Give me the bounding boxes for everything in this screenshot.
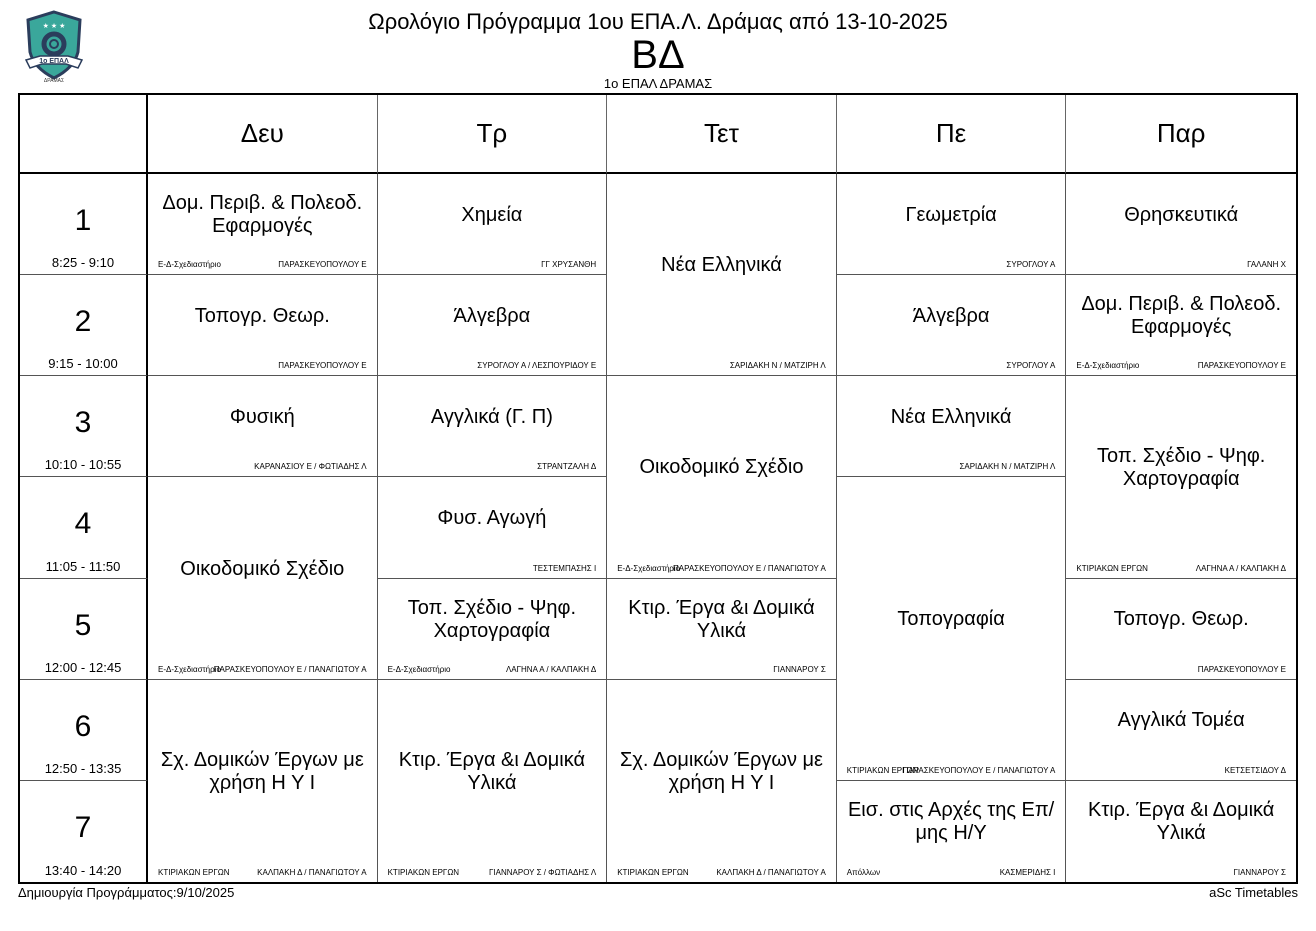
period-number: 3 xyxy=(74,406,92,440)
period-cell xyxy=(20,477,148,578)
period-time: 12:50 - 13:35 xyxy=(44,760,122,776)
lesson-subject: Άλγεβρα xyxy=(453,304,531,327)
lesson-subject: Φυσική xyxy=(229,405,295,428)
lesson-cell[interactable] xyxy=(378,579,608,680)
lesson-cell[interactable] xyxy=(148,376,378,477)
lesson-cell[interactable] xyxy=(1066,781,1296,882)
lesson-teacher: ΓΓ ΧΡΥΣΑΝΘΗ xyxy=(541,260,597,270)
lesson-teacher: ΚΕΤΣΕΤΣΙΔΟΥ Δ xyxy=(1224,765,1286,775)
lesson-subject: Φυσ. Αγωγή xyxy=(437,506,547,529)
lesson-subject: Άλγεβρα xyxy=(912,304,990,327)
lesson-subject: Νέα Ελληνικά xyxy=(661,254,782,277)
period-cell xyxy=(20,275,148,376)
lesson-room: ΚΤΙΡΙΑΚΩΝ ΕΡΓΩΝ xyxy=(1076,563,1148,573)
svg-text:★ ★ ★: ★ ★ ★ xyxy=(42,23,66,30)
lesson-teacher: ΛΑΓΗΝΑ Α / ΚΑΛΠΑΚΗ Δ xyxy=(1195,563,1286,573)
day-header: Τρ xyxy=(378,95,608,174)
lesson-cell[interactable] xyxy=(148,275,378,376)
lesson-teacher: ΣΤΡΑΝΤΖΑΛΗ Δ xyxy=(537,462,597,472)
lesson-cell[interactable] xyxy=(607,376,837,578)
period-cell xyxy=(20,781,148,882)
lesson-subject: Κτιρ. Έργα &ι Δομικά Υλικά xyxy=(1088,799,1275,845)
lesson-teacher: ΓΑΛΑΝΗ Χ xyxy=(1247,260,1286,270)
lesson-subject: Εισ. στις Αρχές της Επ/μης Η/Υ xyxy=(847,799,1055,845)
period-time: 8:25 - 9:10 xyxy=(51,255,115,271)
lesson-subject: Αγγλικά (Γ. Π) xyxy=(430,405,553,428)
lesson-teacher: ΓΙΑΝΝΑΡΟΥ Σ / ΦΩΤΙΑΔΗΣ Λ xyxy=(489,867,597,877)
day-header: Πε xyxy=(837,95,1067,174)
lesson-cell[interactable] xyxy=(837,275,1067,376)
lesson-teacher: ΣΥΡΟΓΛΟΥ Α xyxy=(1006,361,1056,371)
lesson-cell[interactable] xyxy=(1066,174,1296,275)
lesson-subject: Αγγλικά Τομέα xyxy=(1117,709,1245,732)
lesson-cell[interactable] xyxy=(148,680,378,882)
lesson-cell[interactable] xyxy=(1066,376,1296,578)
lesson-cell[interactable] xyxy=(837,477,1067,780)
lesson-subject: Γεωμετρία xyxy=(905,203,997,226)
lesson-teacher: ΣΑΡΙΔΑΚΗ Ν / ΜΑΤΖΙΡΗ Λ xyxy=(729,361,826,371)
lesson-teacher: ΣΥΡΟΓΛΟΥ Α xyxy=(1006,260,1056,270)
period-number: 6 xyxy=(74,709,92,743)
lesson-subject: Τοπογρ. Θεωρ. xyxy=(1113,608,1249,631)
lesson-teacher: ΚΑΣΜΕΡΙΔΗΣ Ι xyxy=(999,867,1056,877)
period-time: 10:10 - 10:55 xyxy=(44,457,122,473)
lesson-cell[interactable] xyxy=(607,174,837,376)
lesson-cell[interactable] xyxy=(837,781,1067,882)
lesson-room: Ε-Δ-Σχεδιαστήριο xyxy=(1076,361,1140,371)
lesson-subject: Τοπ. Σχέδιο - Ψηφ. Χαρτογραφία xyxy=(1096,444,1266,490)
lesson-cell[interactable] xyxy=(607,579,837,680)
lesson-room: Απόλλων xyxy=(846,867,881,877)
lesson-room: Ε-Δ-Σχεδιαστήριο xyxy=(387,664,451,674)
day-header: Δευ xyxy=(148,95,378,174)
lesson-subject: Οικοδομικό Σχέδιο xyxy=(639,456,804,479)
lesson-cell[interactable] xyxy=(1066,275,1296,376)
lesson-subject: Τοπογρ. Θεωρ. xyxy=(194,304,330,327)
day-header: Παρ xyxy=(1066,95,1296,174)
lesson-subject: Χημεία xyxy=(461,203,523,226)
lesson-subject: Δομ. Περιβ. & Πολεοδ. Εφαρμογές xyxy=(162,192,363,238)
lesson-teacher: ΠΑΡΑΣΚΕΥΟΠΟΥΛΟΥ Ε / ΠΑΝΑΓΙΩΤΟΥ Α xyxy=(902,765,1056,775)
lesson-teacher: ΓΙΑΝΝΑΡΟΥ Σ xyxy=(1233,867,1286,877)
lesson-room: Ε-Δ-Σχεδιαστήριο xyxy=(617,563,681,573)
timetable-grid xyxy=(18,93,1298,884)
lesson-teacher: ΠΑΡΑΣΚΕΥΟΠΟΥΛΟΥ Ε / ΠΑΝΑΓΙΩΤΟΥ Α xyxy=(672,563,826,573)
lesson-subject: Κτιρ. Έργα &ι Δομικά Υλικά xyxy=(628,596,815,642)
day-header: Τετ xyxy=(607,95,837,174)
lesson-teacher: ΓΙΑΝΝΑΡΟΥ Σ xyxy=(773,664,826,674)
school-name: 1ο ΕΠΑΛ ΔΡΑΜΑΣ xyxy=(603,76,713,91)
svg-text:ΔΡΑΜΑΣ: ΔΡΑΜΑΣ xyxy=(43,78,65,84)
period-cell xyxy=(20,579,148,680)
period-number: 5 xyxy=(74,608,92,642)
lesson-teacher: ΠΑΡΑΣΚΕΥΟΠΟΥΛΟΥ Ε xyxy=(278,260,367,270)
created-date: Δημιουργία Προγράμματος:9/10/2025 xyxy=(18,885,235,900)
lesson-room: Ε-Δ-Σχεδιαστήριο xyxy=(158,664,221,674)
lesson-subject: Σχ. Δομικών Έργων με χρήση Η Υ Ι xyxy=(620,748,823,794)
lesson-cell[interactable] xyxy=(148,477,378,679)
period-time: 13:40 - 14:20 xyxy=(44,862,122,878)
period-time: 9:15 - 10:00 xyxy=(48,356,118,372)
lesson-teacher: ΚΑΡΑΝΑΣΙΟΥ Ε / ΦΩΤΙΑΔΗΣ Λ xyxy=(254,462,367,472)
period-cell xyxy=(20,376,148,477)
lesson-teacher: ΠΑΡΑΣΚΕΥΟΠΟΥΛΟΥ Ε xyxy=(278,361,367,371)
lesson-teacher: ΣΑΡΙΔΑΚΗ Ν / ΜΑΤΖΙΡΗ Λ xyxy=(959,462,1056,472)
lesson-cell[interactable] xyxy=(378,174,608,275)
lesson-teacher: ΚΑΛΠΑΚΗ Δ / ΠΑΝΑΓΙΩΤΟΥ Α xyxy=(716,867,826,877)
lesson-room: ΚΤΙΡΙΑΚΩΝ ΕΡΓΩΝ xyxy=(846,765,919,775)
lesson-cell[interactable] xyxy=(837,376,1067,477)
lesson-subject: Τοπογραφία xyxy=(897,608,1005,631)
lesson-teacher: ΠΑΡΑΣΚΕΥΟΠΟΥΛΟΥ Ε xyxy=(1197,664,1286,674)
page-title: Ωρολόγιο Πρόγραμμα 1ου ΕΠΑ.Λ. Δράμας από 13-10-2025 xyxy=(368,9,948,34)
period-cell xyxy=(20,174,148,275)
lesson-cell[interactable] xyxy=(607,680,837,882)
lesson-subject: Νέα Ελληνικά xyxy=(890,405,1012,428)
lesson-teacher: ΠΑΡΑΣΚΕΥΟΠΟΥΛΟΥ Ε / ΠΑΝΑΓΙΩΤΟΥ Α xyxy=(213,664,367,674)
lesson-subject: Οικοδομικό Σχέδιο xyxy=(180,557,345,580)
class-name: ΒΔ xyxy=(631,33,685,77)
header-corner xyxy=(20,95,148,174)
lesson-subject: Σχ. Δομικών Έργων με χρήση Η Υ Ι xyxy=(160,748,364,794)
lesson-cell[interactable] xyxy=(148,174,378,275)
period-number: 2 xyxy=(74,305,92,339)
lesson-teacher: ΣΥΡΟΓΛΟΥ Α / ΛΕΣΠΟΥΡΙΔΟΥ Ε xyxy=(477,361,597,371)
lesson-teacher: ΚΑΛΠΑΚΗ Δ / ΠΑΝΑΓΙΩΤΟΥ Α xyxy=(257,867,367,877)
lesson-room: Ε-Δ-Σχεδιαστήριο xyxy=(158,260,221,270)
lesson-subject: Θρησκευτικά xyxy=(1124,203,1239,226)
period-number: 7 xyxy=(74,811,92,845)
lesson-teacher: ΠΑΡΑΣΚΕΥΟΠΟΥΛΟΥ Ε xyxy=(1197,361,1286,371)
lesson-subject: Κτιρ. Έργα &ι Δομικά Υλικά xyxy=(398,748,586,794)
lesson-cell[interactable] xyxy=(378,376,608,477)
lesson-subject: Τοπ. Σχέδιο - Ψηφ. Χαρτογραφία xyxy=(407,596,577,642)
lesson-cell[interactable] xyxy=(378,275,608,376)
lesson-cell[interactable] xyxy=(1066,680,1296,781)
lesson-room: ΚΤΙΡΙΑΚΩΝ ΕΡΓΩΝ xyxy=(617,867,689,877)
lesson-room: ΚΤΙΡΙΑΚΩΝ ΕΡΓΩΝ xyxy=(158,867,230,877)
lesson-room: ΚΤΙΡΙΑΚΩΝ ΕΡΓΩΝ xyxy=(387,867,460,877)
period-time: 11:05 - 11:50 xyxy=(45,558,121,574)
period-time: 12:00 - 12:45 xyxy=(44,659,122,675)
lesson-teacher: ΛΑΓΗΝΑ Α / ΚΑΛΠΑΚΗ Δ xyxy=(505,664,597,674)
lesson-cell[interactable] xyxy=(378,680,608,882)
lesson-teacher: ΤΕΣΤΕΜΠΑΣΗΣ Ι xyxy=(532,563,597,573)
period-cell xyxy=(20,680,148,781)
lesson-cell[interactable] xyxy=(378,477,608,578)
period-number: 4 xyxy=(74,507,92,541)
generator-label: aSc Timetables xyxy=(1209,885,1298,900)
lesson-cell[interactable] xyxy=(837,174,1067,275)
period-number: 1 xyxy=(74,204,92,238)
lesson-cell[interactable] xyxy=(1066,579,1296,680)
lesson-subject: Δομ. Περιβ. & Πολεοδ. Εφαρμογές xyxy=(1081,293,1282,339)
svg-text:1ο ΕΠΑΛ: 1ο ΕΠΑΛ xyxy=(39,58,69,65)
